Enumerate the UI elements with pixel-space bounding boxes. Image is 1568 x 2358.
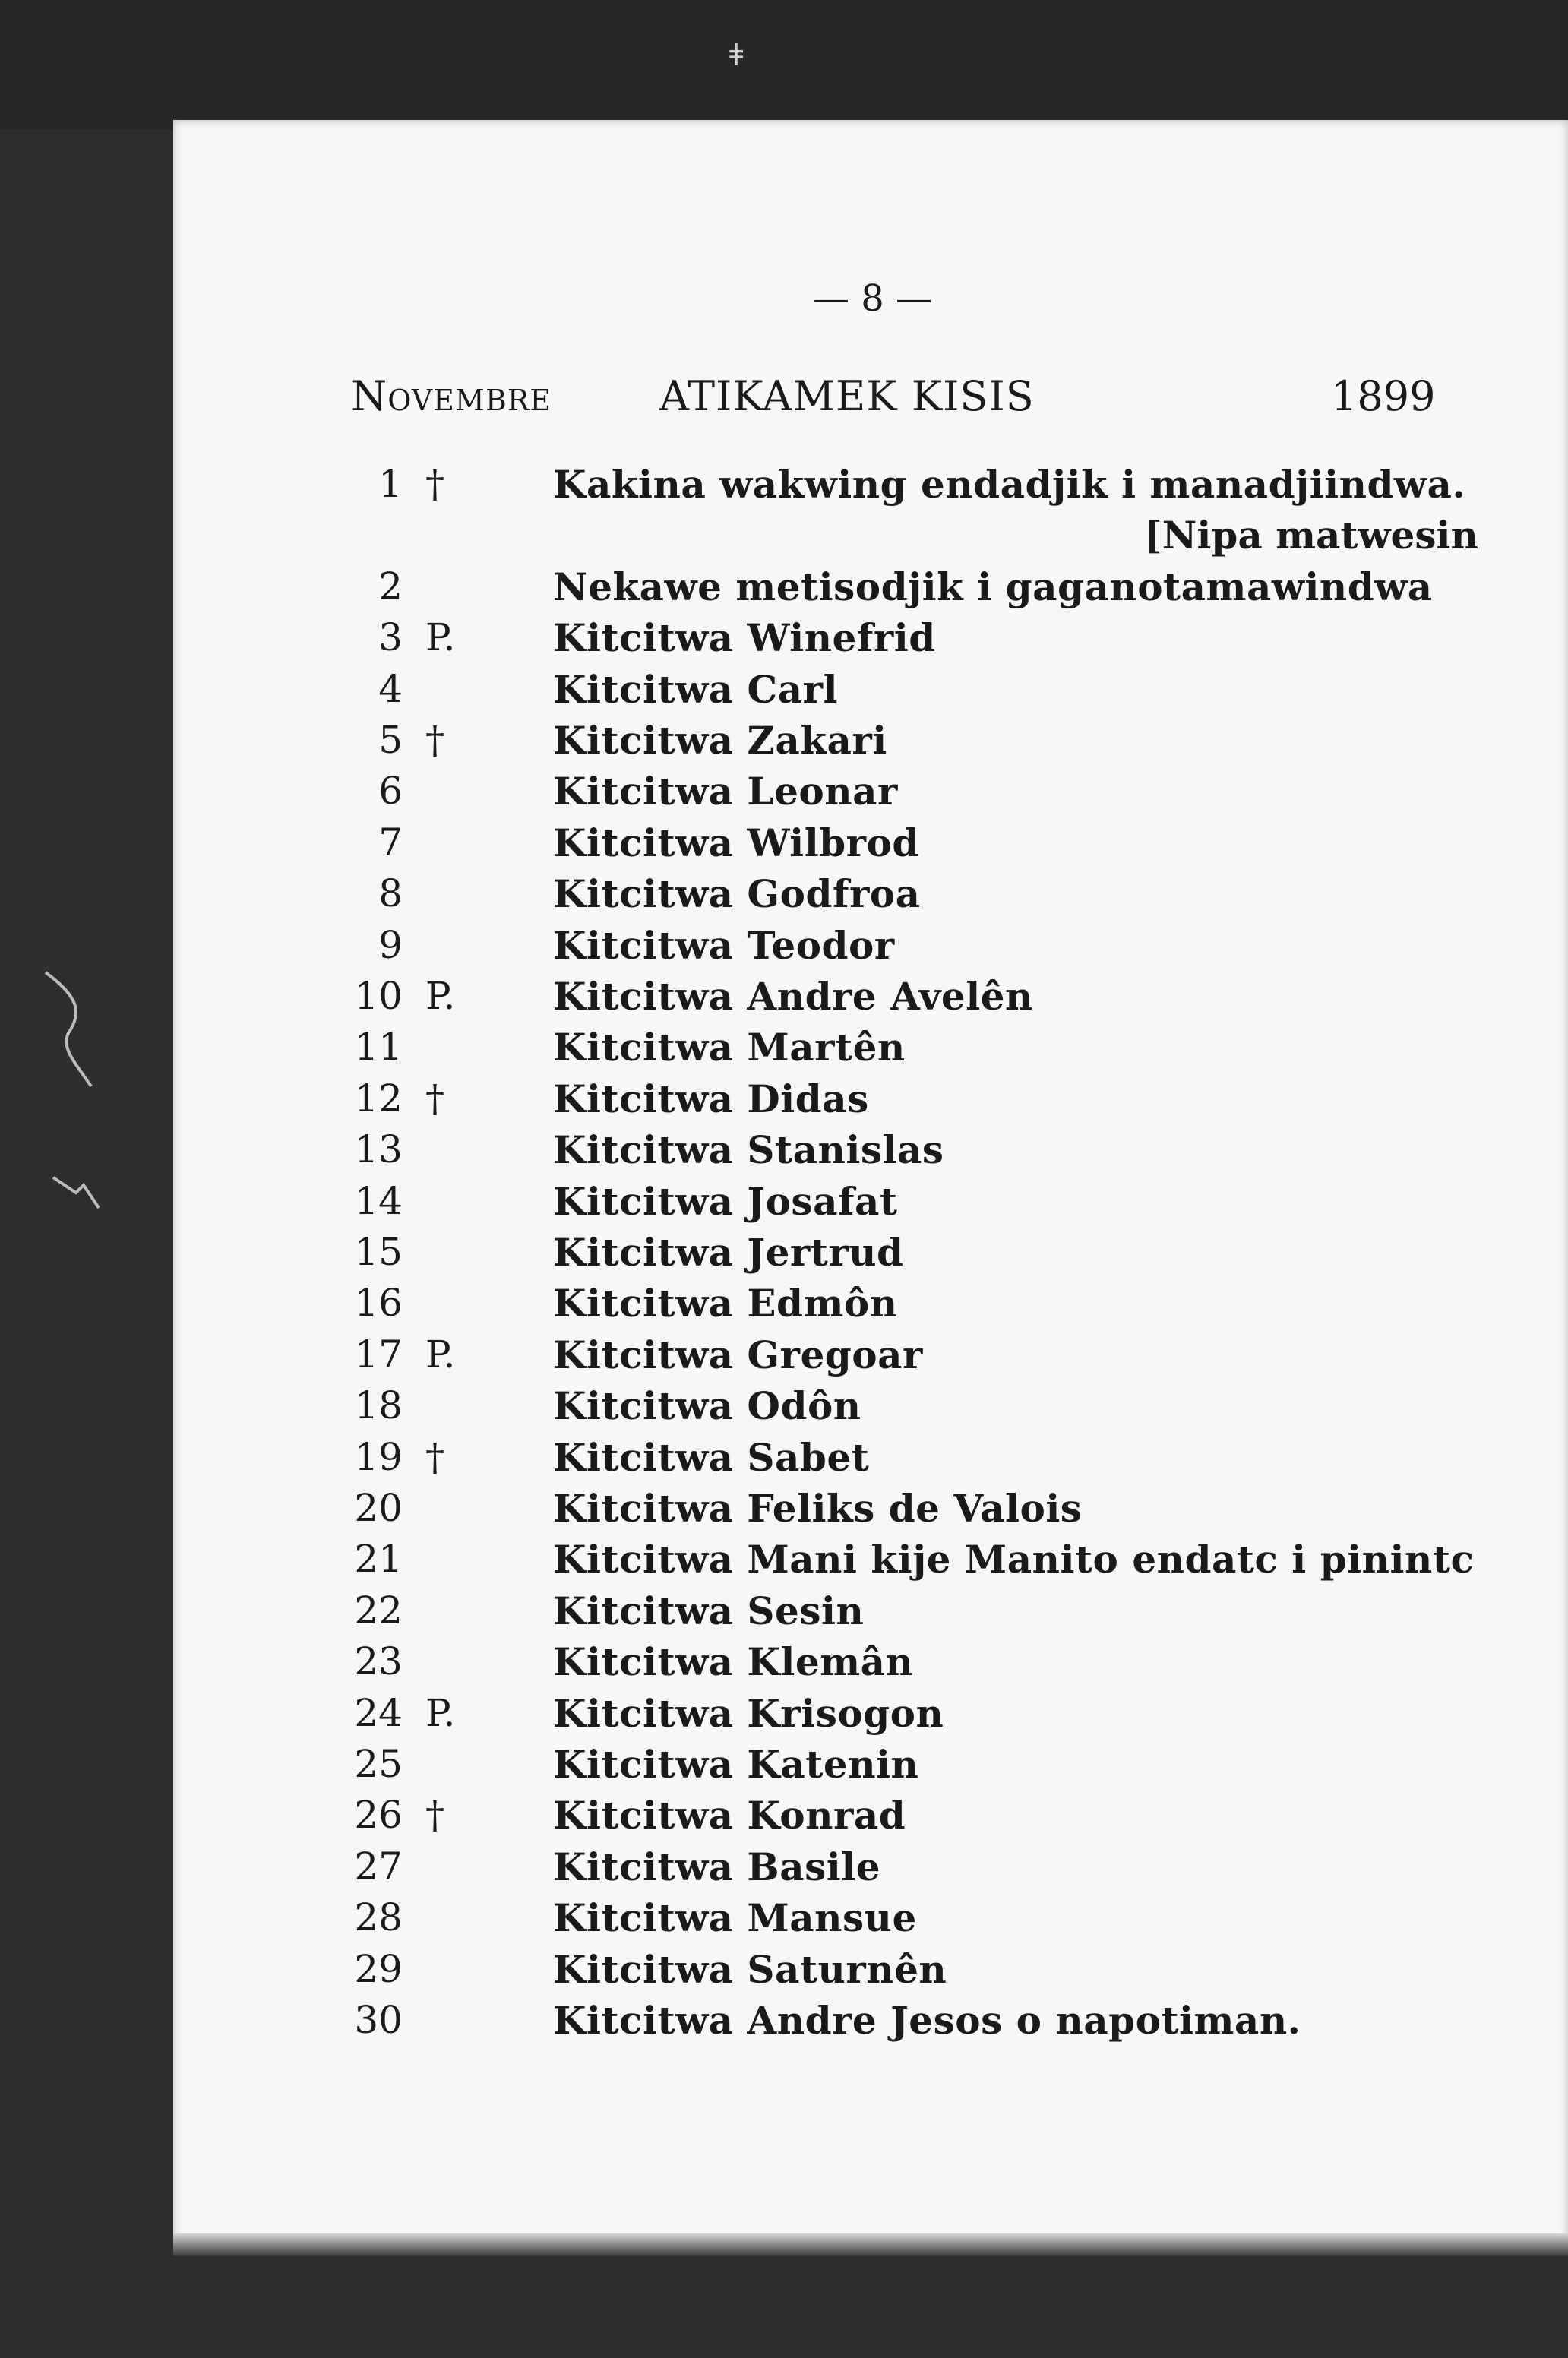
- calendar-entry-row: [0, 1998, 1519, 2048]
- calendar-entry-row: [0, 564, 1519, 615]
- entry-text: Kitcitwa Didas: [553, 1076, 869, 1121]
- entry-text: Kitcitwa Wilbrod: [553, 820, 919, 865]
- calendar-entry-row: [0, 820, 1519, 871]
- calendar-entry-row: [0, 1230, 1519, 1280]
- day-number: 14: [354, 1178, 403, 1223]
- calendar-entry-row: [0, 1639, 1519, 1689]
- day-number: 8: [378, 871, 403, 916]
- entry-text: Kitcitwa Krisogon: [553, 1690, 944, 1736]
- day-number: 28: [354, 1895, 403, 1940]
- day-mark: †: [425, 462, 444, 506]
- entry-text: Kitcitwa Konrad: [553, 1793, 906, 1838]
- calendar-entry-row: [0, 1588, 1519, 1639]
- day-number: 15: [354, 1230, 403, 1274]
- calendar-entry-row: [0, 718, 1519, 768]
- calendar-entry-row: [0, 1844, 1519, 1895]
- entry-text: Kitcitwa Carl: [553, 666, 838, 712]
- day-number: 16: [354, 1281, 403, 1326]
- calendar-entry-row: [0, 1742, 1519, 1792]
- calendar-entry-row: [0, 1179, 1519, 1229]
- entry-text: Kitcitwa Jertrud: [553, 1230, 904, 1275]
- day-number: 23: [354, 1639, 403, 1684]
- day-number: 9: [378, 922, 403, 967]
- entry-text: Kitcitwa Sesin: [553, 1588, 865, 1633]
- day-mark: P.: [425, 615, 456, 660]
- day-number: 5: [378, 718, 403, 762]
- header-month: [351, 372, 552, 420]
- day-mark: P.: [425, 1690, 456, 1735]
- header-year: 1899: [1331, 372, 1436, 420]
- calendar-entry-row: [0, 1793, 1519, 1843]
- entry-text: Kitcitwa Mani kije Manito endatc i pinintc: [553, 1537, 1475, 1582]
- entry-text: Kitcitwa Sabet: [553, 1434, 870, 1480]
- page-number: — 8 —: [813, 277, 933, 320]
- scan-border-top: [0, 0, 1568, 129]
- day-number: 1: [378, 462, 403, 506]
- entry-text: Kitcitwa Zakari: [553, 718, 887, 763]
- entry-text: Kitcitwa Godfroa: [553, 871, 921, 917]
- entry-text: Kitcitwa Mansue: [553, 1895, 917, 1941]
- day-number: 18: [354, 1383, 403, 1428]
- entry-text: Kitcitwa Josafat: [553, 1178, 898, 1224]
- entry-text: Nekawe metisodjik i gaganotamawindwa: [553, 564, 1433, 609]
- calendar-entry-row: [0, 513, 1519, 563]
- day-number: 21: [354, 1537, 403, 1582]
- entry-text: Kitcitwa Stanislas: [553, 1127, 944, 1173]
- day-mark: †: [425, 1434, 444, 1479]
- entry-text: Kitcitwa Winefrid: [553, 615, 936, 661]
- entry-text: Kitcitwa Odôn: [553, 1383, 861, 1429]
- calendar-entry-row: [0, 871, 1519, 921]
- calendar-entry-row: [0, 462, 1519, 512]
- calendar-entry-row: [0, 1947, 1519, 1997]
- entry-text: Kitcitwa Feliks de Valois: [553, 1486, 1083, 1531]
- entry-text: Kitcitwa Klemân: [553, 1639, 914, 1685]
- day-mark: †: [425, 1793, 444, 1838]
- day-number: 22: [354, 1588, 403, 1633]
- calendar-entry-row: [0, 1332, 1519, 1383]
- day-number: 26: [354, 1793, 403, 1838]
- day-number: 2: [378, 564, 403, 608]
- day-number: 20: [354, 1486, 403, 1530]
- entry-text: Kitcitwa Edmôn: [553, 1281, 898, 1326]
- entry-text: Kitcitwa Andre Avelên: [553, 974, 1033, 1019]
- calendar-entry-row: [0, 1076, 1519, 1127]
- calendar-entry-row: [0, 1486, 1519, 1536]
- day-number: 25: [354, 1742, 403, 1786]
- calendar-entry-row: [0, 1895, 1519, 1946]
- scan-artifact: ǂ: [729, 38, 744, 73]
- day-number: 3: [378, 615, 403, 660]
- day-number: 27: [354, 1844, 403, 1889]
- day-mark: P.: [425, 1332, 456, 1377]
- entry-text: Kitcitwa Leonar: [553, 769, 898, 814]
- calendar-entry-row: [0, 974, 1519, 1024]
- day-number: 4: [378, 666, 403, 711]
- page-bottom-edge: [173, 2233, 1568, 2256]
- calendar-entry-row: [0, 1025, 1519, 1075]
- calendar-entry-row: [0, 667, 1519, 717]
- day-number: 30: [354, 1998, 403, 2042]
- day-number: 12: [354, 1076, 403, 1121]
- entry-text: Kitcitwa Andre Jesos o napotiman.: [553, 1998, 1301, 2043]
- day-number: 13: [354, 1127, 403, 1172]
- entry-text: Kitcitwa Martên: [553, 1025, 906, 1070]
- day-number: 7: [378, 820, 403, 864]
- calendar-entry-row: [0, 1281, 1519, 1331]
- day-mark: P.: [425, 974, 456, 1018]
- entry-text: Kakina wakwing endadjik i manadjiindwa.: [553, 462, 1466, 507]
- header-title: ATIKAMEK KISIS: [659, 372, 1035, 420]
- day-number: 6: [378, 769, 403, 814]
- day-number: 11: [354, 1025, 403, 1070]
- entry-text: Kitcitwa Gregoar: [553, 1332, 923, 1377]
- calendar-entry-row: [0, 1127, 1519, 1177]
- day-mark: †: [425, 718, 444, 762]
- entry-text: Kitcitwa Saturnên: [553, 1946, 947, 1992]
- entry-text: [Nipa matwesin: [1144, 513, 1478, 558]
- day-number: 29: [354, 1946, 403, 1991]
- calendar-entry-row: [0, 1435, 1519, 1485]
- entry-text: Kitcitwa Basile: [553, 1844, 881, 1889]
- calendar-entry-row: [0, 1383, 1519, 1433]
- entry-text: Kitcitwa Teodor: [553, 922, 895, 968]
- entry-text: Kitcitwa Katenin: [553, 1742, 919, 1787]
- day-number: 24: [354, 1690, 403, 1735]
- calendar-entry-row: [0, 923, 1519, 973]
- day-number: 17: [354, 1332, 403, 1377]
- day-number: 10: [354, 974, 403, 1018]
- header-month-text: Novembre: [351, 372, 552, 420]
- day-mark: †: [425, 1076, 444, 1121]
- day-number: 19: [354, 1434, 403, 1479]
- calendar-entry-row: [0, 1537, 1519, 1587]
- calendar-entry-row: [0, 1691, 1519, 1741]
- calendar-entry-row: [0, 769, 1519, 819]
- calendar-entry-row: [0, 615, 1519, 665]
